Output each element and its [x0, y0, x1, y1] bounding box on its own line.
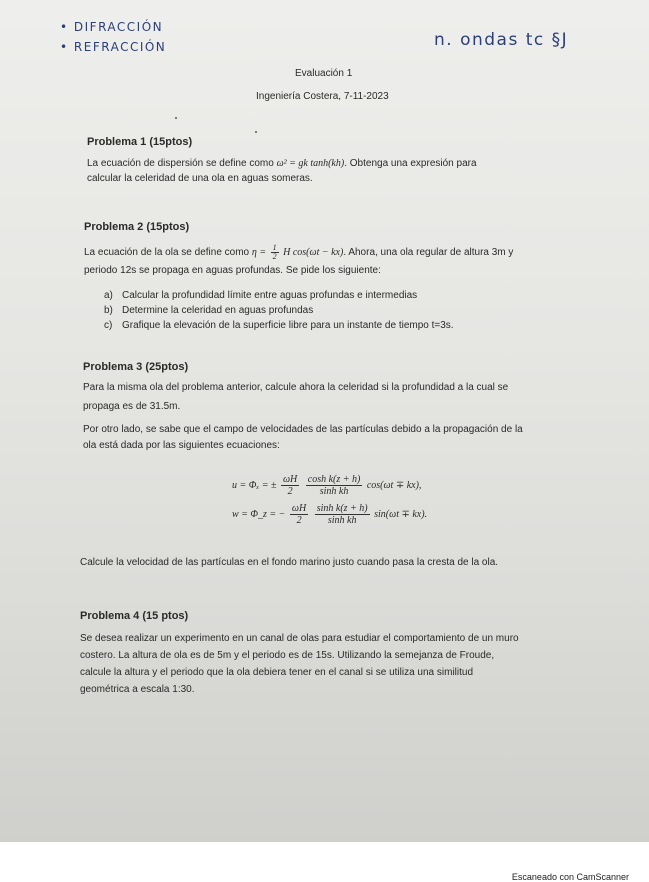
handwritten-note-ondas: n. ondas tc §J: [434, 30, 569, 50]
scan-speck: [175, 117, 177, 119]
u-fraction-1: [281, 474, 299, 497]
u-lhs: u = Φₓ = ±: [232, 479, 277, 491]
w-frac1-num: ωH: [291, 503, 307, 514]
problem-1-line-1: [87, 158, 477, 169]
dispersion-equation: ω² = gk tanh(kh): [276, 158, 345, 169]
u-fraction-2: [306, 474, 363, 497]
u-frac2-num: cosh k(z + h): [307, 474, 361, 485]
item-label: b): [104, 305, 113, 316]
handwritten-note-refraccion: • REFRACCIÓN: [60, 40, 167, 54]
problem-2-item-a: [104, 290, 417, 301]
problem-4-line-1: Se desea realizar un experimento en un canal de olas para estudiar el comportamiento de un muro: [80, 633, 519, 644]
problem-3-p1-line-2: propaga es de 31.5m.: [83, 401, 181, 412]
problem-1-heading: Problema 1 (15ptos): [87, 136, 193, 148]
w-frac2-den: sinh kh: [327, 515, 357, 526]
problem-4-line-4: geométrica a escala 1:30.: [80, 684, 195, 695]
problem-4-heading: Problema 4 (15 ptos): [80, 610, 189, 622]
velocity-equation-u: [232, 474, 421, 497]
u-frac1-den: 2: [287, 486, 293, 497]
half-fraction: [271, 244, 279, 261]
problem-3-p3: Calcule la velocidad de las partículas en el fondo marino justo cuando pasa la cresta de la ola.: [80, 557, 499, 568]
problem-1-line-2: calcular la celeridad de una ola en aguas someras.: [87, 173, 313, 184]
problem-2-line-1: [84, 244, 513, 261]
u-frac1-num: ωH: [282, 474, 298, 485]
scanner-footer: [0, 842, 649, 882]
w-frac2-num: sinh k(z + h): [316, 503, 368, 514]
problem-3-p2-line-2: ola está dada por las siguientes ecuaciones:: [83, 440, 280, 451]
camscanner-watermark: Escaneado con CamScanner: [511, 872, 629, 882]
wave-equation-rhs: H cos(ωt − kx): [283, 246, 344, 258]
page-subtitle: Ingeniería Costera, 7-11-2023: [256, 91, 389, 102]
problem-4-line-3: calcule la altura y el periodo que la ola debiera tener en el canal si se utiliza una similitud: [80, 667, 474, 678]
problem-2-item-b: [104, 305, 313, 316]
problem-2-text-end: . Ahora, una ola regular de altura 3m y: [343, 246, 514, 258]
item-text: Grafique la elevación de la superficie libre para un instante de tiempo t=3s.: [122, 320, 454, 331]
w-rhs: sin(ωt ∓ kx).: [374, 508, 428, 520]
w-frac1-den: 2: [296, 515, 302, 526]
w-fraction-2: [315, 503, 370, 526]
problem-2-text: La ecuación de la ola se define como: [84, 246, 250, 258]
item-label: a): [104, 290, 113, 301]
item-label: c): [104, 320, 113, 331]
item-text: Calcular la profundidad límite entre aguas profundas e intermedias: [122, 290, 418, 301]
problem-3-p2-line-1: Por otro lado, se sabe que el campo de velocidades de las partículas debido a la propagación de la: [83, 424, 523, 435]
problem-3-heading: Problema 3 (25ptos): [83, 361, 189, 373]
w-fraction-1: [290, 503, 308, 526]
problem-2-heading: Problema 2 (15ptos): [84, 221, 190, 233]
fraction-numerator: 1: [272, 243, 277, 252]
velocity-equation-w: [232, 503, 427, 526]
item-text: Determine la celeridad en aguas profundas: [122, 305, 314, 316]
page-title: Evaluación 1: [295, 68, 353, 79]
problem-2-item-c: [104, 320, 454, 331]
u-frac2-den: sinh kh: [319, 486, 349, 497]
w-lhs: w = Φ_z = −: [232, 508, 286, 520]
problem-1-text-end: . Obtenga una expresión para: [344, 158, 477, 169]
wave-equation-lhs: η =: [251, 246, 267, 258]
problem-4-line-2: costero. La altura de ola es de 5m y el periodo es de 15s. Utilizando la semejanza de Froude,: [80, 650, 495, 661]
fraction-denominator: 2: [272, 252, 277, 261]
wave-equation: [251, 243, 344, 261]
problem-1-text: La ecuación de dispersión se define como: [87, 158, 274, 169]
scan-speck: [255, 131, 257, 133]
problem-3-p1-line-1: Para la misma ola del problema anterior, calcule ahora la celeridad si la profundidad a la cual se: [83, 382, 509, 393]
u-rhs: cos(ωt ∓ kx),: [366, 479, 422, 491]
handwritten-note-difraccion: • DIFRACCIÓN: [60, 20, 164, 34]
problem-2-line-2: periodo 12s se propaga en aguas profundas. Se pide los siguiente:: [84, 265, 381, 276]
